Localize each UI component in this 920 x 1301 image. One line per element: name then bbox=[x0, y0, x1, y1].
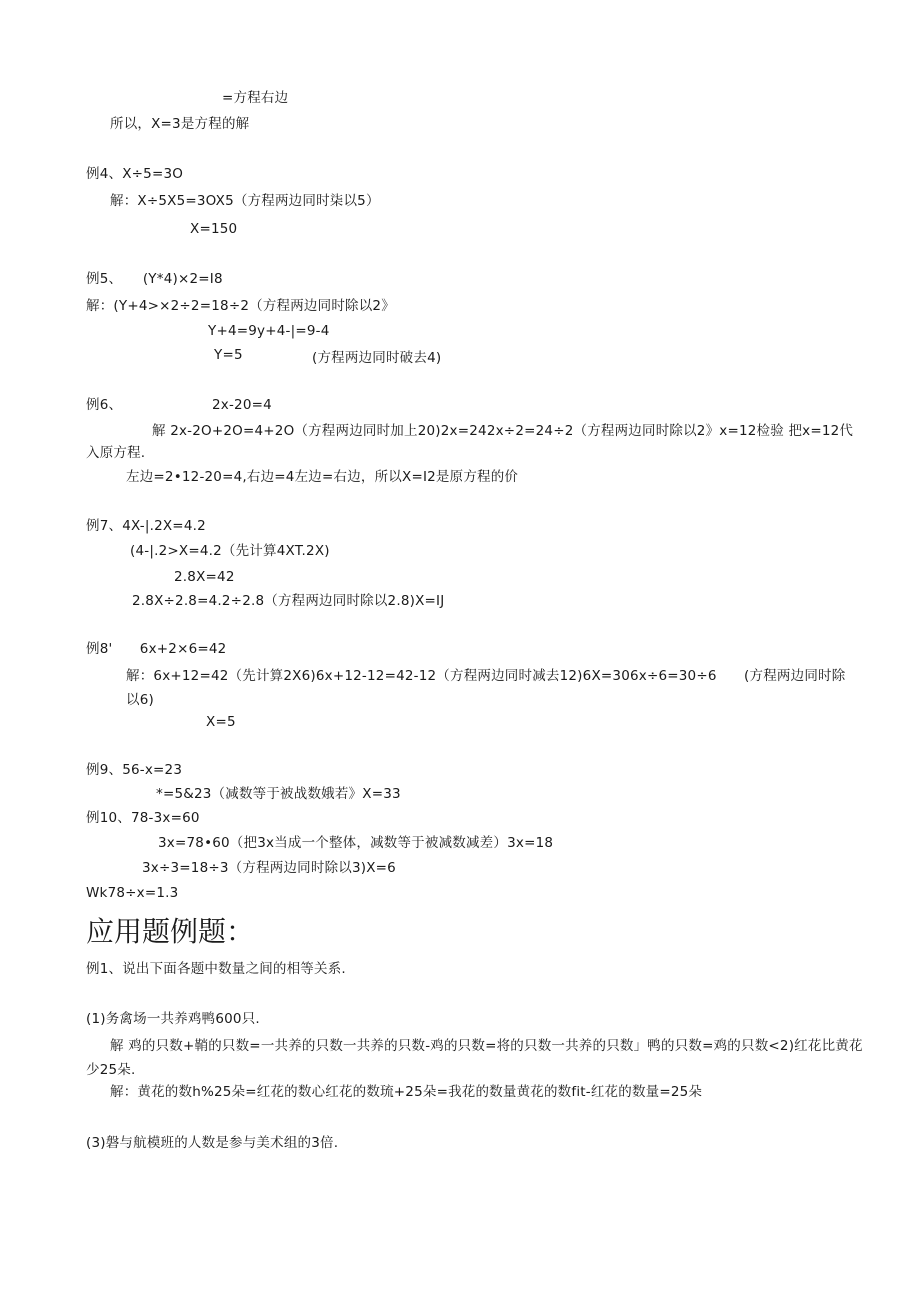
text-line: 3x=78•60（把3x当成一个整体，减数等于被减数减差）3x=18 bbox=[158, 835, 554, 851]
example-heading: 例4、X÷5=3O bbox=[86, 166, 184, 182]
text-line: 解：黄花的数h%25朵=红花的数心红花的数琉+25朵=我花的数量黄花的数fit-红花的数量=25朵 bbox=[110, 1084, 703, 1100]
text-line: *=5&23（减数等于被战数娥若》X=33 bbox=[156, 786, 401, 802]
text-line: X=150 bbox=[190, 221, 238, 237]
text-line: Y+4=9y+4-|=9-4 bbox=[208, 323, 330, 339]
example-heading: 例8' 6x+2×6=42 bbox=[86, 641, 227, 657]
text-line: =方程右边 bbox=[222, 90, 289, 106]
text-line: X=5 bbox=[206, 714, 236, 730]
text-line: 3x÷3=18÷3（方程两边同时除以3)X=6 bbox=[142, 860, 396, 876]
text-line: 解：(Y+4>×2÷2=18÷2（方程两边同时除以2》 bbox=[86, 298, 395, 314]
text-line: Y=5 bbox=[214, 347, 243, 363]
example-heading: 例9、56-x=23 bbox=[86, 762, 183, 778]
text-line: 所以，X=3是方程的解 bbox=[110, 116, 250, 132]
text-line: 2.8X=42 bbox=[174, 569, 235, 585]
text-paragraph: 解 鸡的只数+鞘的只数=一共养的只数一共养的只数-鸡的只数=将的只数一共养的只数」鸭的只数=鸡的只数<2)红花比黄花少25朵. bbox=[86, 1038, 863, 1078]
text-line: 2x-20=4 bbox=[212, 397, 272, 413]
example-heading: 例7、4X-|.2X=4.2 bbox=[86, 518, 206, 534]
text-line: (4-|.2>X=4.2（先计算4XT.2X) bbox=[130, 543, 330, 559]
text-line: (1)务禽场一共养鸡鸭600只. bbox=[86, 1011, 260, 1027]
example-heading: 例10、78-3x=60 bbox=[86, 810, 200, 826]
text-line: 例1、说出下面各题中数量之间的相等关系. bbox=[86, 961, 346, 977]
text-paragraph: 解：6x+12=42（先计算2X6)6x+12-12=42-12（方程两边同时减去12)6X=306x÷6=30÷6 (方程两边同时除以6) bbox=[126, 668, 846, 708]
text-paragraph: 解 2x-2O+2O=4+2O（方程两边同时加上20)2x=242x÷2=24÷2（方程两边同时除以2》x=12检验 把x=12代入原方程. bbox=[86, 423, 854, 461]
example-heading: Wk78÷x=1.3 bbox=[86, 885, 179, 901]
text-line: 解：X÷5X5=3OX5（方程两边同时柒以5） bbox=[110, 193, 380, 209]
text-line: 左边=2•12-20=4,右边=4左边=右边，所以X=I2是原方程的价 bbox=[126, 469, 519, 485]
text-line: (3)磐与航模班的人数是参与美术组的3倍. bbox=[86, 1135, 339, 1151]
text-line: 2.8X÷2.8=4.2÷2.8（方程两边同时除以2.8)X=IJ bbox=[132, 593, 445, 609]
section-heading: 应用题例题： bbox=[86, 915, 255, 948]
example-heading: 例5、 (Y*4)×2=I8 bbox=[86, 271, 223, 287]
example-heading: 例6、 bbox=[86, 397, 123, 413]
text-line: (方程两边同时破去4) bbox=[312, 350, 442, 366]
